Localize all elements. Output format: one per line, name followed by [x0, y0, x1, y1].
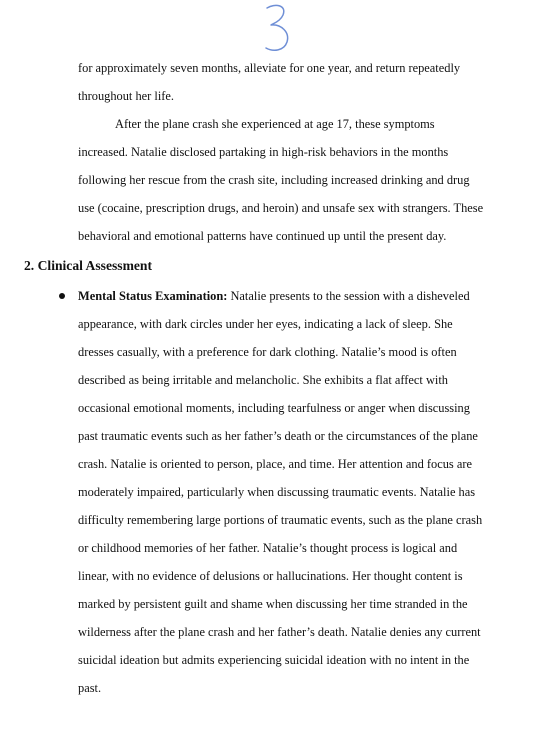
mse-line: suicidal ideation but admits experiencing suicidal ideation with no intent in the — [78, 653, 470, 667]
crash-paragraph-line: use (cocaine, prescription drugs, and heroin) and unsafe sex with strangers. These — [78, 201, 484, 215]
mse-line: described as being irritable and melancholic. She exhibits a flat affect with — [78, 373, 448, 387]
mse-line: appearance, with dark circles under her eyes, indicating a lack of sleep. She — [78, 317, 453, 331]
intro-line: throughout her life. — [78, 89, 175, 103]
mse-first-line — [78, 282, 470, 310]
intro-line: for approximately seven months, alleviate for one year, and return repeatedly — [78, 61, 461, 75]
bullet-dot — [59, 293, 65, 299]
mse-line: or childhood memories of her father. Natalie’s thought process is logical and — [78, 541, 458, 555]
mse-line: wilderness after the plane crash and her father’s death. Natalie denies any current — [78, 625, 481, 639]
crash-paragraph-line: increased. Natalie disclosed partaking in high-risk behaviors in the months — [78, 145, 449, 159]
mse-line: past traumatic events such as her father’s death or the circumstances of the plane — [78, 429, 478, 443]
mse-first-line-text: Natalie presents to the session with a disheveled — [227, 289, 470, 303]
mse-line: difficulty remembering large portions of traumatic events, such as the plane crash — [78, 513, 483, 527]
mse-line: linear, with no evidence of delusions or hallucinations. Her thought content is — [78, 569, 463, 583]
crash-paragraph-line: following her rescue from the crash site, including increased drinking and drug — [78, 173, 470, 187]
mse-line: past. — [78, 681, 102, 695]
mse-line: dresses casually, with a preference for dark clothing. Natalie’s mood is often — [78, 345, 457, 359]
mse-label: Mental Status Examination: — [78, 289, 228, 303]
mse-line: moderately impaired, particularly when discussing traumatic events. Natalie has — [78, 485, 476, 499]
crash-paragraph-line: After the plane crash she experienced at age 17, these symptoms — [115, 117, 435, 131]
mse-line: occasional emotional moments, including tearfulness or anger when discussing — [78, 401, 470, 415]
section-heading: 2. Clinical Assessment — [24, 258, 153, 273]
crash-paragraph-line: behavioral and emotional patterns have continued up until the present day. — [78, 229, 447, 243]
mse-line: crash. Natalie is oriented to person, place, and time. Her attention and focus are — [78, 457, 472, 471]
handwritten-page-number — [263, 2, 293, 54]
mse-line: marked by persistent guilt and shame when discussing her time stranded in the — [78, 597, 468, 611]
